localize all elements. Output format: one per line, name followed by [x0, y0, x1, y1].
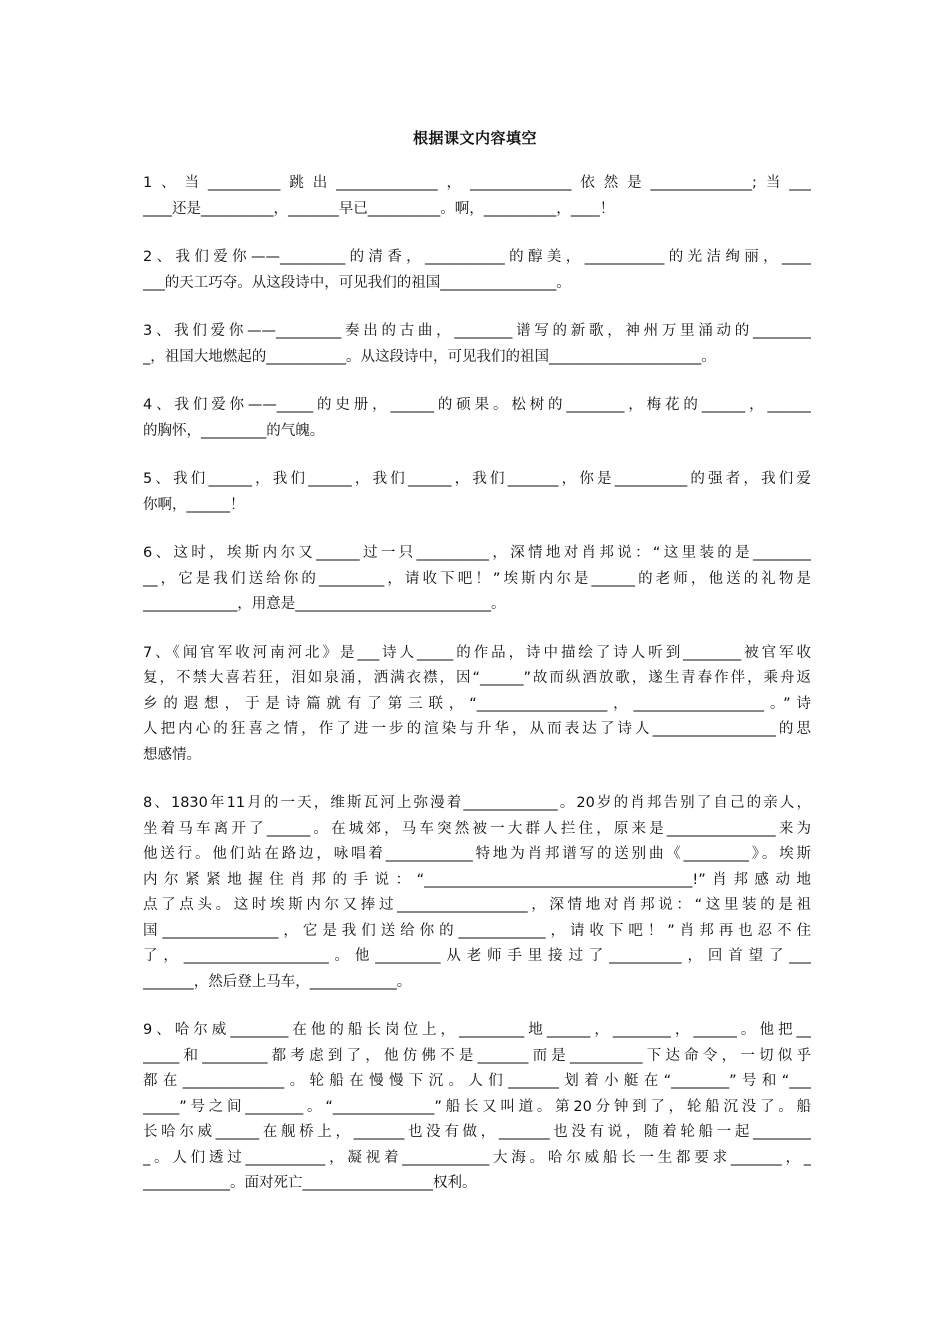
- question-line: 想感情。: [143, 746, 201, 763]
- question-line: 他送行。他们站在路边，咏唱着____________特地为肖邦谱写的送别曲《_________》。埃斯: [143, 846, 811, 862]
- question-line: 1、当__________跳出______________，______________依然是______________;当___: [143, 175, 811, 191]
- question-line: _，祖国大地燃起的___________。从这段诗中，可见我们的祖国_____________________。: [143, 348, 716, 365]
- question-line: ____________。面对死亡__________________权利。: [143, 1175, 477, 1191]
- question-4: [143, 393, 811, 444]
- question-line: 3、我们爱你——_________奏出的古曲，________谱写的新歌，神州万里涌动的________: [143, 323, 811, 339]
- question-line: __，它是我们送给你的_________，请收下吧！”埃斯内尔是______的老师，他送的礼物是: [143, 570, 811, 587]
- question-line: 人把内心的狂喜之情，作了进一步的渲染与升华，从而表达了诗人_________________的思: [143, 721, 811, 737]
- question-list: [143, 171, 811, 1220]
- question-line: ____还是__________，_______早已__________。啊，__________，____！: [143, 200, 615, 217]
- question-3: [143, 319, 811, 370]
- question-line: _____和_________都考虑到了，他仿佛不是_______而是__________下达命令，一切似乎: [143, 1047, 811, 1064]
- question-7: [143, 641, 811, 769]
- question-line: 都在______________。轮船在慢慢下沉。人们_______划着小艇在“________”号和“___: [143, 1073, 811, 1089]
- question-line: 的胸怀，_________的气魄。: [143, 422, 325, 439]
- question-line: _。人们透过___________，凝视着____________大海。哈尔威船长一生都要求_______，_: [143, 1149, 811, 1166]
- question-line: 5、我们______，我们______，我们______，我们_______，你是__________的强者，我们爱: [143, 471, 811, 487]
- page-title: 根据课文内容填空: [412, 129, 537, 147]
- question-line: 国________________，它是我们送给你的____________，请收下吧！”肖邦再也忍不住: [143, 922, 811, 939]
- question-line: 6、这时，埃斯内尔又______过一只__________，深情地对肖邦说：“这里装的是________: [143, 545, 811, 561]
- question-line: 你啊，______！: [143, 496, 245, 513]
- question-line: 长哈尔威______在舰桥上，_______也没有做，_______也没有说，随着轮船一起________: [143, 1124, 811, 1140]
- question-line: 了，____________________。他_________从老师手里接过了__________，回首望了___: [143, 948, 811, 964]
- question-line: _____________，用意是___________________________。: [143, 596, 506, 612]
- question-line: 复，不禁大喜若狂，泪如泉涌，洒满衣襟，因“______”故而纵酒放歌，遂生青春作伴，乘舟返: [143, 670, 811, 686]
- question-2: [143, 245, 811, 296]
- question-9: [143, 1018, 811, 1197]
- question-line: _____”号之间________。“______________”船长又叫道。第20分钟到了，轮船沉没了。船: [143, 1098, 811, 1115]
- question-6: [143, 541, 811, 618]
- question-line: 乡的遐想，于是诗篇就有了第三联，“__________________，__________________。”诗: [143, 695, 811, 712]
- question-line: 坐着马车离开了______。在城郊，马车突然被一大群人拦住，原来是_______________来为: [143, 820, 811, 837]
- question-line: _______，然后登上马车，____________。: [143, 973, 412, 990]
- question-line: 8、1830年11月的一天，维斯瓦河上弥漫着_____________。20岁的肖邦告别了自己的亲人，: [143, 795, 811, 811]
- question-line: 点了点头。这时埃斯内尔又捧过__________________，深情地对肖邦说：“这里装的是祖: [143, 897, 811, 913]
- question-line: 4、我们爱你——_____的史册，______的硕果。松树的________，梅花的______，______: [143, 397, 811, 413]
- question-line: 2、我们爱你——_________的清香，___________的醇美，___________的光洁绚丽，____: [143, 249, 811, 265]
- question-8: [143, 791, 811, 995]
- question-line: 7、《闻官军收河南河北》是___诗人_____的作品，诗中描绘了诗人听到________被官军收: [143, 644, 811, 661]
- question-line: 9、哈尔威________在他的船长岗位上，_________地______，________，______。他把__: [143, 1022, 811, 1038]
- question-line: ___的天工巧夺。从这段诗中，可见我们的祖国________________。: [143, 274, 571, 291]
- question-5: [143, 467, 811, 518]
- question-line: 内尔紧紧地握住肖邦的手说：“_____________________________________!”肖邦感动地: [143, 871, 811, 888]
- question-1: [143, 171, 811, 222]
